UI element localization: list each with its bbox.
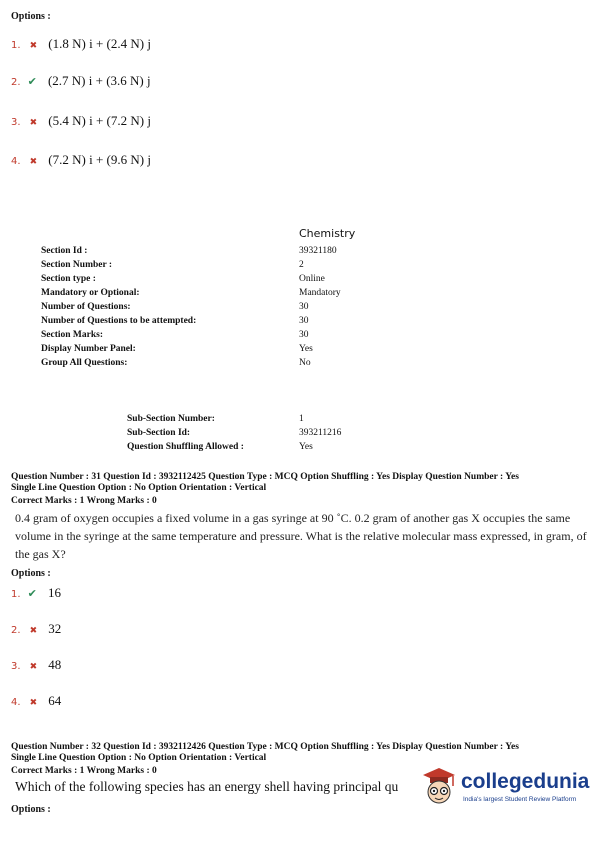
cross-icon: ✖ — [29, 662, 38, 672]
option-number: 4. — [11, 156, 21, 167]
cross-icon: ✖ — [29, 157, 38, 167]
options-label-q31: Options : — [11, 568, 51, 579]
option-text: (1.8 N) i + (2.4 N) j — [48, 36, 151, 51]
cross-icon: ✖ — [29, 698, 38, 708]
section-label: Section type : — [41, 274, 96, 284]
section-value: 30 — [299, 302, 309, 312]
option-q30-4 — [11, 149, 151, 168]
logo-wordmark: collegedunia — [461, 770, 590, 793]
option-number: 3. — [11, 661, 21, 672]
question-31-marks: Correct Marks : 1 Wrong Marks : 0 — [11, 496, 157, 506]
option-text: 64 — [48, 693, 62, 708]
option-text: 16 — [47, 585, 61, 600]
section-value: 2 — [299, 260, 304, 270]
subsection-value: 393211216 — [299, 428, 342, 438]
option-number: 4. — [11, 697, 21, 708]
section-label: Number of Questions to be attempted: — [41, 316, 197, 326]
section-label: Display Number Panel: — [41, 344, 136, 354]
option-q30-2 — [11, 70, 151, 89]
section-value: Mandatory — [299, 288, 341, 298]
section-label: Mandatory or Optional: — [41, 288, 140, 298]
option-number: 1. — [11, 40, 21, 51]
question-32-text: Which of the following species has an energy shell having principal qu — [15, 779, 399, 794]
option-q31-3 — [11, 654, 61, 673]
section-value: 30 — [299, 316, 309, 326]
section-value: 39321180 — [299, 246, 337, 256]
option-q31-2 — [11, 618, 61, 637]
section-label: Section Number : — [41, 260, 113, 270]
subsection-label: Sub-Section Id: — [127, 428, 191, 438]
section-label: Group All Questions: — [41, 358, 128, 368]
section-label: Section Id : — [41, 246, 88, 256]
graduate-mascot-icon — [421, 766, 457, 808]
question-32-marks: Correct Marks : 1 Wrong Marks : 0 — [11, 766, 157, 776]
question-32-header-2: Single Line Question Option : No Option Orientation : Vertical — [11, 753, 267, 763]
question-32-header: Question Number : 32 Question Id : 3932112426 Question Type : MCQ Option Shuffling : Yes Display Question Number : Yes — [11, 742, 519, 752]
option-q31-4 — [11, 690, 61, 709]
section-value: No — [299, 358, 311, 368]
question-31-text-line-3: the gas X? — [15, 547, 66, 561]
section-label: Number of Questions: — [41, 302, 131, 312]
subsection-value: 1 — [299, 414, 304, 424]
check-icon: ✔ — [27, 75, 37, 88]
question-31-text-line-2: volume in the syringe at the same temperature and pressure. What is the relative molecular mass expressed, in gram, of — [15, 529, 587, 543]
section-title: Chemistry — [299, 227, 356, 240]
collegedunia-logo — [421, 764, 591, 812]
option-text: (2.7 N) i + (3.6 N) j — [47, 73, 151, 88]
options-label-q32: Options : — [11, 804, 51, 815]
option-q30-3 — [11, 110, 151, 129]
option-q30-1 — [11, 33, 151, 52]
option-number: 3. — [11, 117, 21, 128]
subsection-label: Sub-Section Number: — [127, 414, 215, 424]
section-value: Online — [299, 274, 325, 284]
option-number: 1. — [11, 589, 21, 600]
check-icon: ✔ — [27, 587, 37, 600]
option-number: 2. — [11, 77, 21, 88]
section-label: Section Marks: — [41, 330, 104, 340]
subsection-label: Question Shuffling Allowed : — [127, 442, 244, 452]
question-31-text-line-1: 0.4 gram of oxygen occupies a fixed volume in a gas syringe at 90 ˚C. 0.2 gram of another gas X occupies the same — [15, 511, 571, 525]
options-label-q30: Options : — [11, 11, 51, 22]
section-value: 30 — [299, 330, 309, 340]
question-31-header-2: Single Line Question Option : No Option Orientation : Vertical — [11, 483, 267, 493]
option-text: 48 — [48, 657, 62, 672]
subsection-value: Yes — [299, 442, 313, 452]
question-31-header: Question Number : 31 Question Id : 3932112425 Question Type : MCQ Option Shuffling : Yes Display Question Number : Yes — [11, 472, 519, 482]
option-text: (7.2 N) i + (9.6 N) j — [48, 152, 151, 167]
option-q31-1 — [11, 582, 61, 601]
section-value: Yes — [299, 344, 313, 354]
cross-icon: ✖ — [29, 626, 38, 636]
option-number: 2. — [11, 625, 21, 636]
option-text: 32 — [48, 621, 62, 636]
cross-icon: ✖ — [29, 118, 38, 128]
cross-icon: ✖ — [29, 41, 38, 51]
logo-tagline: India's largest Student Review Platform — [463, 796, 577, 803]
option-text: (5.4 N) i + (7.2 N) j — [48, 113, 151, 128]
